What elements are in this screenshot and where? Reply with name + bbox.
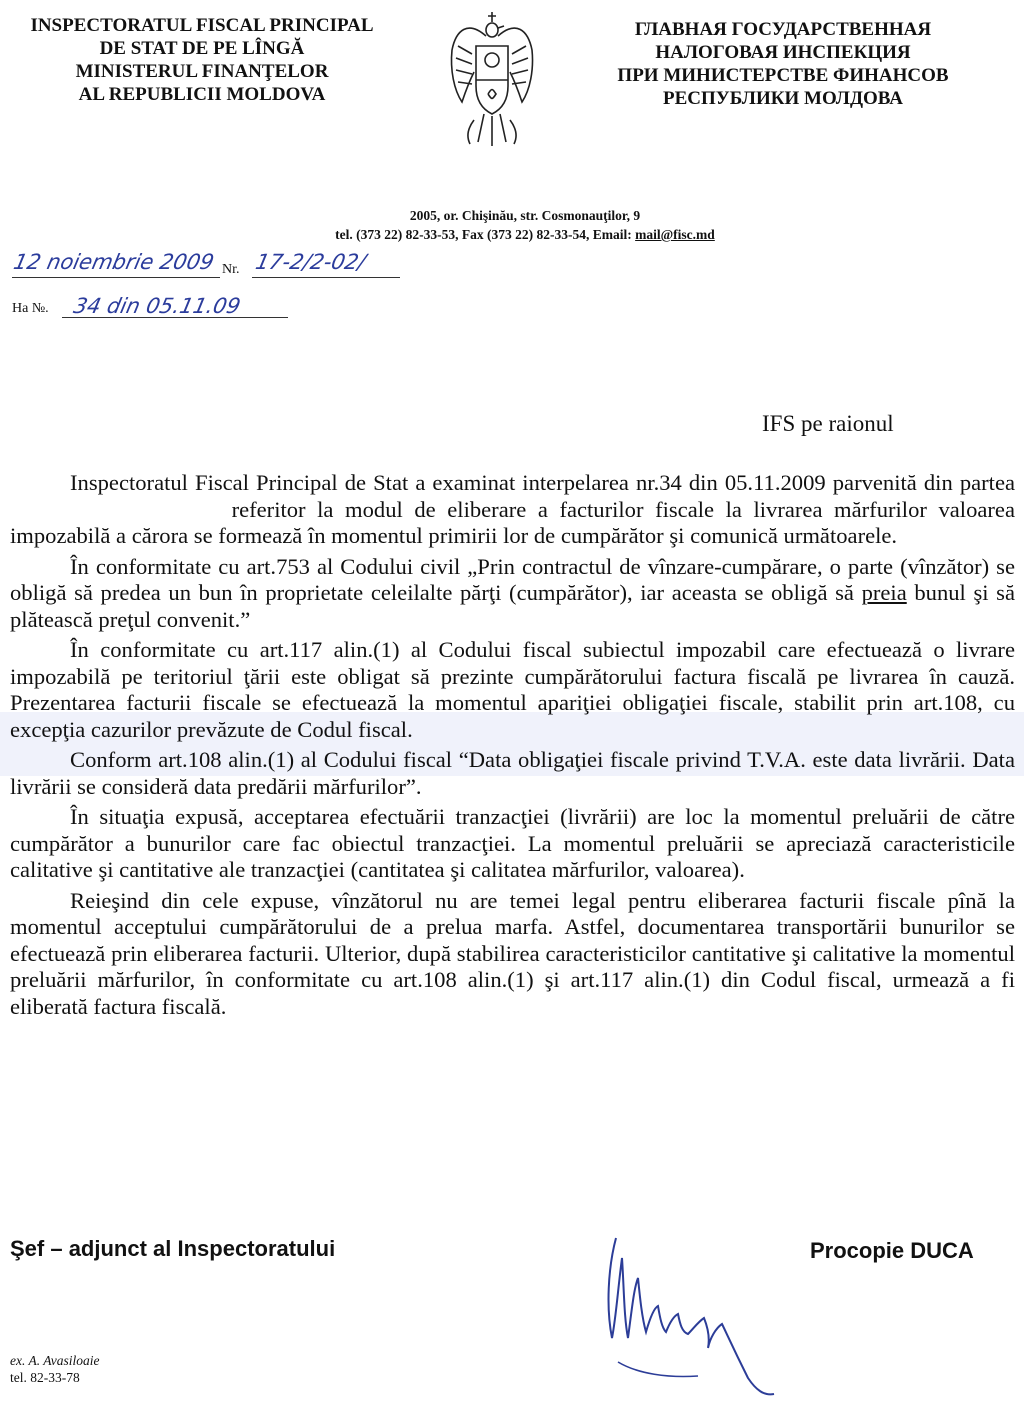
letter-body	[10, 470, 1015, 1024]
address-line: 2005, or. Chişinău, str. Cosmonauţilor, 9	[409, 208, 641, 223]
address-block	[200, 206, 850, 244]
handwritten-signature	[598, 1228, 788, 1398]
handwritten-number: 17-2/2-02/	[253, 250, 369, 274]
recipient: IFS pe raionul	[762, 411, 894, 436]
paragraph-6: Reieşind din cele expuse, vînzătorul nu are temei legal pentru eliberarea facturii fiscale pînă la momentul acceptului cumpărătorului de a prelua marfa. Astfel, documentarea transportării bunurilor se efectuează prin eliberarea facturii. Ulterior, după stabilirea caracteristicilor cantitative şi calitative la momentul preluării mărfurilor, în conformitate cu art.108 alin.(1) şi art.117 alin.(1) din Codul fiscal, urmează a fi eliberată factura fiscală.	[10, 887, 1015, 1019]
handwritten-incoming-ref: 34 din 05.11.09	[71, 294, 243, 318]
contact-line	[200, 225, 850, 244]
header-line: ПРИ МИНИСТЕРСТВЕ ФИНАНСОВ	[617, 65, 949, 86]
header-line: НАЛОГОВАЯ ИНСПЕКЦИЯ	[655, 42, 911, 63]
paragraph-4: Conform art.108 alin.(1) al Codului fiscal “Data obligaţiei fiscale privind T.V.A. este data livrării. Data livrării se consideră data predării mărfurilor”.	[10, 747, 1015, 799]
header-russian	[596, 18, 970, 110]
incoming-ref-underline	[62, 316, 288, 318]
header-line: AL REPUBLICII MOLDOVA	[78, 84, 326, 105]
underlined-word: preia	[861, 580, 907, 605]
date-underline	[12, 276, 220, 278]
executor: ex. A. Avasiloaie	[10, 1353, 100, 1368]
paragraph-1-start: Inspectoratul Fiscal Principal de Stat a examinat interpelarea nr.34 din 05.11.2009 parvenită din partea	[70, 470, 1015, 495]
number-underline	[252, 276, 400, 278]
signatory-title: Şef – adjunct al Inspectoratului	[10, 1236, 336, 1261]
paragraph-1	[10, 470, 1015, 550]
handwritten-date: 12 noiembrie 2009	[11, 250, 217, 274]
header-line: INSPECTORATUL FISCAL PRINCIPAL	[30, 15, 374, 36]
executor-phone: tel. 82-33-78	[10, 1370, 80, 1385]
header-line: DE STAT DE PE LÎNGĂ	[99, 38, 305, 59]
header-romanian	[10, 14, 394, 106]
email-link[interactable]: mail@fisc.md	[635, 227, 715, 242]
paragraph-2	[10, 554, 1015, 634]
paragraph-5: În situaţia expusă, acceptarea efectuării tranzacţiei (livrării) are loc la momentul preluării de către cumpărător a bunurilor care fac obiectul tranzacţiei. La momentul preluării se apreciază caracteristicile calitative şi cantitative ale tranzacţiei (cantitatea şi calitatea mărfurilor, valoarea).	[10, 804, 1015, 882]
paragraph-1-end: referitor la modul de eliberare a facturilor fiscale la livrarea mărfurilor valoarea impozabilă a cărora se formează în momentul primirii lor de cumpărător şi comunică următoarele.	[10, 496, 1015, 548]
header-line: MINISTERUL FINANŢELOR	[75, 61, 329, 82]
phone-fax: tel. (373 22) 82-33-53, Fax (373 22) 82-33-54, Email:	[335, 227, 636, 242]
header-line: РЕСПУБЛИКИ МОЛДОВА	[662, 88, 904, 109]
ha-label: Ha №.	[12, 301, 49, 316]
paragraph-2-start: În conformitate cu art.753 al Codului civil „Prin contractul de vînzare-cumpărare, o parte (vînzător) se obligă să predea un bun în proprietate celeilalte părţi (cumpărător), iar aceasta se obligă să	[10, 553, 1015, 605]
signatory-name: Procopie DUCA	[810, 1238, 974, 1263]
header-line: ГЛАВНАЯ ГОСУДАРСТВЕННАЯ	[634, 19, 932, 40]
paragraph-2-end: bunul şi să plătească preţul convenit.”	[10, 580, 1015, 632]
paragraph-3: În conformitate cu art.117 alin.(1) al Codului fiscal subiectul impozabil care efectuează o livrare impozabilă pe teritoriul ţării este obligat să prezinte cumpărătorului factura fiscală pe livrarea în cauză. Prezentarea facturii fiscale se efectuează la momentul apariţiei obligaţiei fiscale, stabilit prin art.108, cu excepţia cazurilor prevăzute de Codul fiscal.	[10, 637, 1015, 742]
nr-label: Nr.	[222, 262, 240, 277]
footer	[10, 1352, 99, 1386]
coat-of-arms-icon	[448, 10, 536, 150]
